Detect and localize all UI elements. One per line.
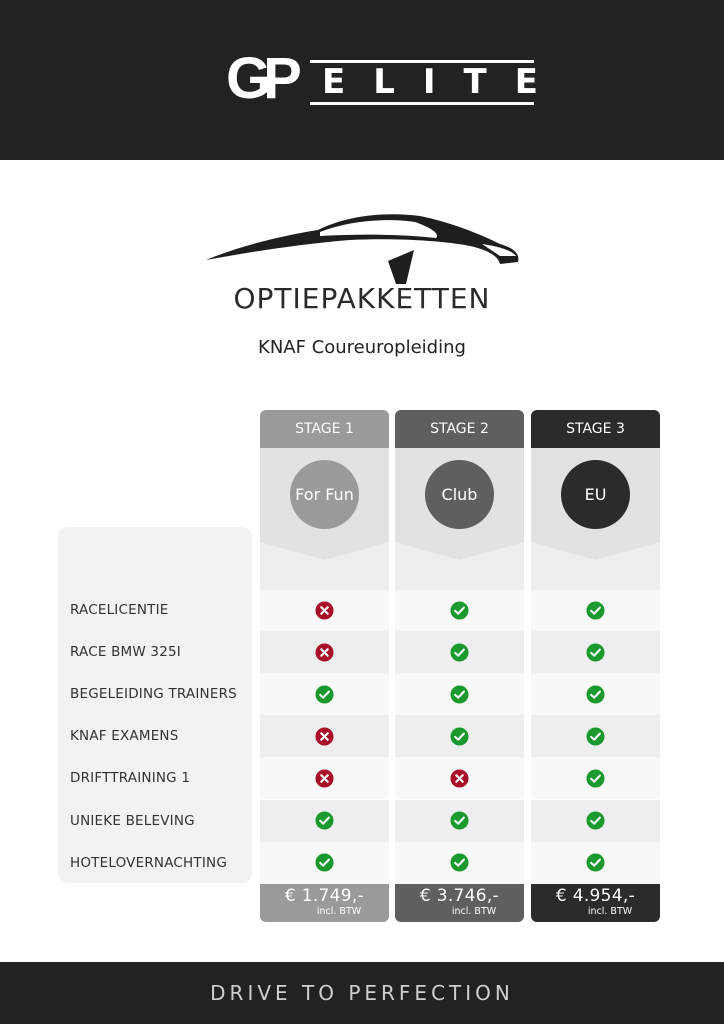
feature-cell: [531, 673, 660, 715]
cross-icon: [315, 769, 334, 788]
feature-cell: [531, 631, 660, 673]
feature-cell: [260, 800, 389, 842]
stage-header: [395, 410, 524, 448]
stage-2-price: [395, 884, 524, 922]
stage-name: EU: [584, 485, 607, 504]
feature-cell: [395, 757, 524, 799]
feature-label: KNAF EXAMENS: [70, 728, 179, 745]
stage-3-price: [531, 884, 660, 922]
feature-cell: [531, 589, 660, 631]
feature-cell: [260, 842, 389, 884]
stage-1-price: [260, 884, 389, 922]
feature-label: DRIFTTRAINING 1: [70, 770, 191, 787]
stage-label: STAGE 3: [566, 421, 625, 437]
check-icon: [450, 601, 469, 620]
check-icon: [586, 769, 605, 788]
feature-cell: [531, 715, 660, 757]
stage-name-circle: [425, 460, 494, 529]
check-icon: [315, 685, 334, 704]
feature-cell: [260, 631, 389, 673]
stage-header: [260, 410, 389, 448]
footer-bar: [0, 962, 724, 1024]
feature-cell: [395, 589, 524, 631]
page-title: OPTIEPAKKETTEN: [233, 282, 491, 315]
check-icon: [315, 853, 334, 872]
price-vat-note: incl. BTW: [587, 906, 633, 917]
price-amount: € 1.749,-: [284, 886, 365, 906]
check-icon: [450, 811, 469, 830]
car-silhouette-icon: [200, 206, 524, 286]
stage-name: For Fun: [295, 485, 354, 504]
cross-icon: [315, 643, 334, 662]
check-icon: [315, 811, 334, 830]
check-icon: [450, 685, 469, 704]
feature-label: UNIEKE BELEVING: [70, 812, 195, 829]
stage-name: Club: [441, 485, 478, 504]
stage-3-column: [531, 410, 660, 590]
feature-cell: [260, 589, 389, 631]
cross-icon: [315, 601, 334, 620]
cross-icon: [315, 727, 334, 746]
check-icon: [586, 727, 605, 746]
check-icon: [450, 643, 469, 662]
stage-2-column: [395, 410, 524, 590]
feature-cell: [395, 631, 524, 673]
feature-cell: [395, 842, 524, 884]
stage-name-circle: [561, 460, 630, 529]
stage-name-circle: [290, 460, 359, 529]
check-icon: [586, 643, 605, 662]
feature-cell: [395, 715, 524, 757]
check-icon: [586, 601, 605, 620]
logo-wordmark: ELITE: [322, 62, 566, 102]
feature-cell: [531, 800, 660, 842]
price-vat-note: incl. BTW: [451, 906, 497, 917]
check-icon: [586, 853, 605, 872]
page-subtitle: KNAF Coureuropleiding: [258, 337, 466, 358]
price-vat-note: incl. BTW: [316, 906, 362, 917]
price-amount: € 4.954,-: [555, 886, 636, 906]
stage-label: STAGE 1: [295, 421, 354, 437]
feature-cell: [531, 842, 660, 884]
feature-cell: [395, 673, 524, 715]
feature-label: BEGELEIDING TRAINERS: [70, 686, 237, 703]
feature-cell: [531, 757, 660, 799]
logo-rule-bottom: [310, 102, 534, 105]
feature-label: RACE BMW 325I: [70, 644, 181, 661]
cross-icon: [450, 769, 469, 788]
stage-label: STAGE 2: [430, 421, 489, 437]
logo-gp-mark: GP: [226, 46, 294, 111]
check-icon: [586, 685, 605, 704]
check-icon: [586, 811, 605, 830]
check-icon: [450, 853, 469, 872]
footer-slogan: DRIVE TO PERFECTION: [210, 981, 514, 1005]
feature-cell: [260, 757, 389, 799]
feature-cell: [260, 715, 389, 757]
gp-elite-logo: [226, 46, 566, 114]
feature-label: RACELICENTIE: [70, 602, 169, 618]
stage-header: [531, 410, 660, 448]
price-amount: € 3.746,-: [419, 886, 500, 906]
stage-1-column: [260, 410, 389, 590]
check-icon: [450, 727, 469, 746]
feature-label: HOTELOVERNACHTING: [70, 854, 227, 871]
feature-cell: [260, 673, 389, 715]
feature-cell: [395, 800, 524, 842]
header-bar: [0, 0, 724, 160]
